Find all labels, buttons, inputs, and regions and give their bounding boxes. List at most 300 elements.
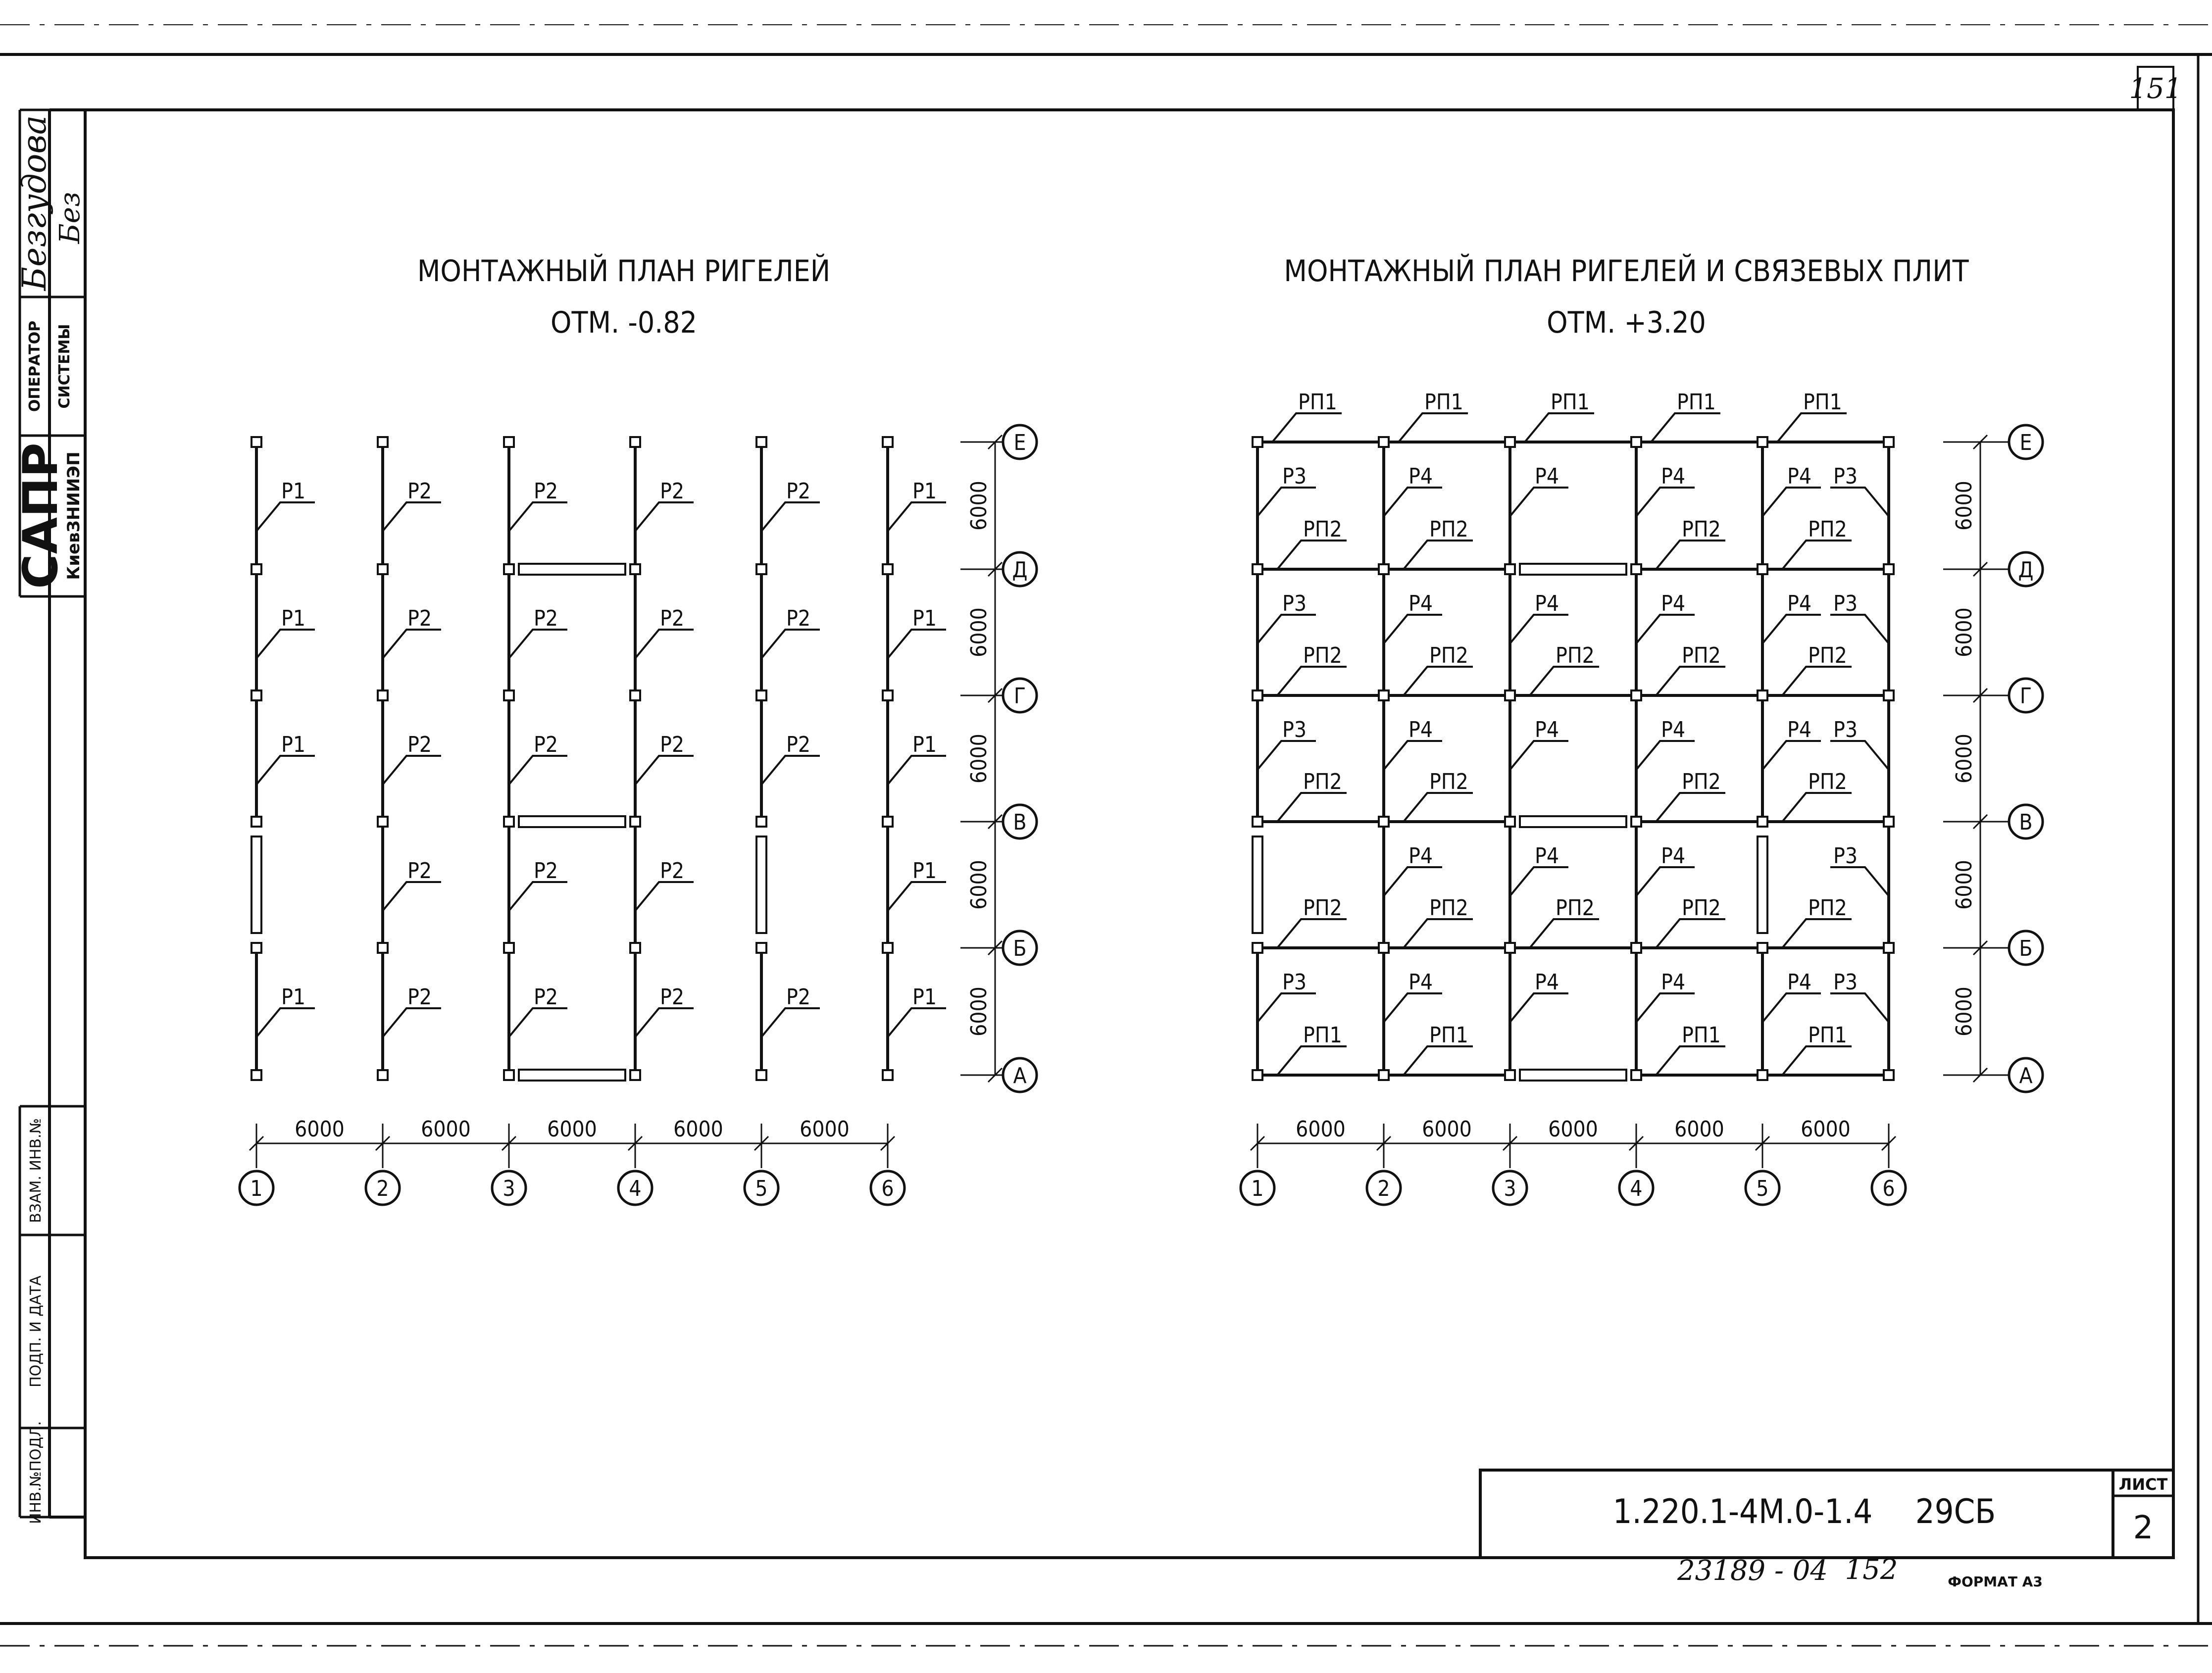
col-beam-leader [1830,488,1889,516]
column-node [504,690,514,700]
left-plan-title: МОНТАЖНЫЙ ПЛАН РИГЕЛЕЙ [417,254,831,289]
floor-beam-leader [1404,667,1473,695]
col-beam-leader [1510,488,1568,516]
span-dimension: 6000 [1952,607,1977,657]
beam-label-р1-leader [256,756,315,785]
beam-label-р2-leader [509,630,567,658]
span-dimension: 6000 [800,1117,850,1142]
floor-beam-leader [1404,793,1473,822]
axis-bubble-А: А [2019,1063,2033,1088]
column-node [1884,1070,1894,1080]
column-node [1631,817,1641,827]
col-beam-leader [1762,741,1821,770]
col-beam-leader [1830,741,1889,770]
column-node [1505,564,1515,574]
column-node [378,1070,388,1080]
column-node [630,437,640,447]
column-node [378,690,388,700]
stamp-name: Безгудова [15,115,53,291]
col-beam-label: Р4 [1787,464,1812,489]
beam-label-р2-leader [383,882,441,911]
beam-label-р1-leader [256,1008,315,1037]
column-node [1253,1070,1262,1080]
floor-beam-leader [1656,1046,1725,1075]
col-beam-label: Р4 [1408,717,1433,742]
floor-beam-leader [1782,541,1852,569]
beam-label-р2: Р2 [660,606,685,631]
floor-beam-label: РП1 [1808,1023,1847,1048]
axis-bubble-Д: Д [1012,557,1028,583]
beam-label-р2: Р2 [534,858,558,884]
beam-label-р1: Р1 [281,479,306,504]
column-node [504,564,514,574]
axis-bubble-3: 3 [1504,1176,1516,1201]
top-beam-label: РП1 [1424,390,1463,415]
floor-beam-label: РП2 [1303,517,1342,542]
axis-bubble-2: 2 [376,1176,389,1201]
span-dimension: 6000 [421,1117,471,1142]
col-beam-label: Р3 [1833,591,1858,616]
floor-beam-leader [1656,919,1725,948]
stamp-vzam: ВЗАМ. ИНВ.№ [27,1118,45,1223]
top-beam-leader [1399,413,1468,442]
col-beam-label: Р4 [1535,717,1559,742]
archive-page: 152 [1845,1554,1898,1586]
column-node [1631,437,1641,447]
floor-beam-leader [1404,541,1473,569]
beam-label-р1-leader [888,882,946,911]
col-beam-label: Р3 [1833,970,1858,995]
column-node [756,817,766,827]
beam-label-р1: Р1 [912,732,937,757]
floor-beam-label: РП2 [1808,769,1847,794]
beam-label-р2-leader [635,1008,694,1037]
archive-number: 23189 - 04 [1677,1555,1828,1587]
column-node [378,564,388,574]
column-node [1758,817,1767,827]
beam-label-р1: Р1 [912,479,937,504]
col-beam-label: Р3 [1282,970,1307,995]
floor-beam-label: РП2 [1303,769,1342,794]
col-beam-label: Р4 [1661,591,1686,616]
axis-bubble-Г: Г [2019,684,2032,709]
col-beam-label: Р3 [1833,717,1858,742]
column-node [1758,1070,1767,1080]
col-beam-label: Р4 [1661,970,1686,995]
floor-beam-label: РП2 [1682,517,1721,542]
beam-label-р1: Р1 [281,606,306,631]
axis-bubble-А: А [1013,1063,1027,1088]
beam-label-р1-leader [256,502,315,531]
column-node [1379,943,1389,953]
col-beam-label: Р3 [1282,464,1307,489]
col-beam-label: Р4 [1408,843,1433,869]
beam-label-р2-leader [761,502,820,531]
beam-label-р1: Р1 [912,858,937,884]
beam-label-р2: Р2 [786,732,811,757]
floor-beam-label: РП2 [1303,895,1342,921]
col-beam-leader [1636,488,1695,516]
floor-beam-leader [1277,1046,1347,1075]
axis-bubble-3: 3 [503,1176,515,1201]
span-dimension: 6000 [966,860,992,910]
floor-beam-leader [1404,1046,1473,1075]
col-beam-leader [1636,867,1695,896]
drawing-suffix: 29СБ [1915,1492,1996,1531]
sheet-label: ЛИСТ [2118,1475,2168,1494]
beam-label-р1: Р1 [281,984,306,1010]
column-node [1631,564,1641,574]
beam-label-р2: Р2 [660,732,685,757]
column-node [756,437,766,447]
column-node [756,690,766,700]
column-node [883,690,893,700]
span-dimension: 6000 [966,986,992,1036]
col-beam-leader [1257,615,1316,643]
span-dimension: 6000 [1801,1117,1851,1142]
format-label: ФОРМАТ А3 [1948,1574,2043,1590]
column-node [1631,690,1641,700]
col-beam-leader [1830,615,1889,643]
column-node [1631,1070,1641,1080]
floor-beam-leader [1656,793,1725,822]
stamp-inv: ИНВ.№ПОДЛ. [27,1421,45,1525]
beam-label-р2: Р2 [786,479,811,504]
column-node [1758,690,1767,700]
col-beam-leader [1636,993,1695,1022]
floor-beam-label: РП2 [1429,643,1468,668]
floor-beam-leader [1782,1046,1852,1075]
beam-label-р2-leader [635,502,694,531]
col-beam-leader [1257,488,1316,516]
infill-panel [251,836,261,933]
column-node [251,564,261,574]
column-node [1379,817,1389,827]
axis-bubble-Д: Д [2018,557,2034,583]
column-node [630,1070,640,1080]
tie-element [1520,564,1626,575]
floor-beam-leader [1782,919,1852,948]
floor-beam-leader [1277,793,1347,822]
column-node [1758,437,1767,447]
beam-label-р2-leader [635,630,694,658]
floor-beam-label: РП2 [1556,895,1595,921]
beam-label-р2: Р2 [407,984,432,1010]
floor-beam-label: РП1 [1303,1023,1342,1048]
span-dimension: 6000 [966,481,992,531]
col-beam-leader [1384,615,1442,643]
axis-bubble-1: 1 [1251,1176,1264,1201]
col-beam-leader [1762,488,1821,516]
column-node [1505,817,1515,827]
beam-label-р1-leader [256,630,315,658]
col-beam-leader [1384,867,1442,896]
floor-beam-leader [1530,667,1599,695]
col-beam-leader [1510,741,1568,770]
top-beam-leader [1651,413,1720,442]
column-node [1253,943,1262,953]
span-dimension: 6000 [1674,1117,1724,1142]
stamp-system: СИСТЕМЫ [56,324,73,409]
col-beam-label: Р4 [1535,843,1559,869]
beam-label-р2-leader [509,502,567,531]
col-beam-label: Р4 [1535,464,1559,489]
floor-beam-leader [1656,667,1725,695]
column-node [1505,437,1515,447]
beam-label-р2: Р2 [786,984,811,1010]
floor-beam-label: РП2 [1682,643,1721,668]
column-node [1884,817,1894,827]
beam-label-р2: Р2 [660,858,685,884]
column-node [504,817,514,827]
infill-panel [1253,836,1262,933]
column-node [251,437,261,447]
beam-label-р1: Р1 [281,732,306,757]
col-beam-leader [1384,741,1442,770]
column-node [251,817,261,827]
col-beam-label: Р4 [1408,591,1433,616]
beam-label-р2-leader [383,1008,441,1037]
span-dimension: 6000 [1952,860,1977,910]
floor-beam-leader [1782,793,1852,822]
column-node [1253,437,1262,447]
col-beam-label: Р3 [1282,591,1307,616]
col-beam-label: Р3 [1833,464,1858,489]
stamp-operator: ОПЕРАТОР [26,320,44,412]
top-beam-leader [1777,413,1847,442]
tie-element [1520,816,1626,827]
floor-beam-leader [1656,541,1725,569]
column-node [1379,564,1389,574]
stamp-signature: Без [54,192,86,244]
right-plan [1241,390,2043,1205]
span-dimension: 6000 [1296,1117,1346,1142]
col-beam-leader [1762,993,1821,1022]
col-beam-label: Р4 [1661,843,1686,869]
span-dimension: 6000 [966,734,992,784]
span-dimension: 6000 [1952,986,1977,1036]
column-node [504,437,514,447]
top-beam-label: РП1 [1551,390,1590,415]
beam-label-р2-leader [383,756,441,785]
col-beam-label: Р3 [1833,843,1858,869]
beam-label-р2: Р2 [660,984,685,1010]
infill-panel [1758,836,1767,933]
column-node [630,817,640,827]
tie-element [519,564,625,575]
col-beam-leader [1257,993,1316,1022]
beam-label-р1: Р1 [912,606,937,631]
column-node [1884,943,1894,953]
column-node [1253,817,1262,827]
floor-beam-label: РП2 [1808,643,1847,668]
beam-label-р2: Р2 [786,606,811,631]
col-beam-leader [1510,615,1568,643]
floor-beam-label: РП2 [1808,517,1847,542]
column-node [1631,943,1641,953]
axis-bubble-4: 4 [629,1176,642,1201]
column-node [1884,690,1894,700]
floor-beam-leader [1404,919,1473,948]
stamp-org: КиевЗНИИЭП [64,451,84,580]
beam-label-р1-leader [888,756,946,785]
span-dimension: 6000 [295,1117,345,1142]
column-node [1379,437,1389,447]
column-node [1253,564,1262,574]
column-node [378,817,388,827]
column-node [756,943,766,953]
axis-bubble-2: 2 [1377,1176,1390,1201]
axis-bubble-4: 4 [1630,1176,1643,1201]
axis-bubble-Б: Б [1013,936,1027,961]
beam-label-р2-leader [509,756,567,785]
col-beam-label: Р4 [1408,970,1433,995]
beam-label-р2: Р2 [534,732,558,757]
top-beam-leader [1525,413,1594,442]
floor-beam-leader [1277,667,1347,695]
span-dimension: 6000 [1548,1117,1598,1142]
floor-beam-leader [1277,541,1347,569]
left-plan-elevation: ОТМ. -0.82 [551,305,697,340]
column-node [630,943,640,953]
axis-bubble-Е: Е [2019,430,2032,455]
beam-label-р2-leader [761,756,820,785]
column-node [883,437,893,447]
left-plan [240,425,1037,1205]
span-dimension: 6000 [966,607,992,657]
col-beam-leader [1257,741,1316,770]
column-node [630,690,640,700]
col-beam-leader [1830,867,1889,896]
col-beam-label: Р4 [1408,464,1433,489]
tie-element [519,816,625,827]
top-beam-label: РП1 [1803,390,1842,415]
col-beam-leader [1384,993,1442,1022]
beam-label-р1: Р1 [912,984,937,1010]
right-plan-elevation: ОТМ. +3.20 [1547,305,1706,340]
floor-beam-label: РП1 [1682,1023,1721,1048]
span-dimension: 6000 [547,1117,597,1142]
beam-label-р2: Р2 [534,984,558,1010]
col-beam-leader [1636,741,1695,770]
floor-beam-leader [1782,667,1852,695]
floor-beam-label: РП2 [1429,769,1468,794]
column-node [1758,943,1767,953]
axis-bubble-6: 6 [881,1176,894,1201]
floor-beam-label: РП2 [1429,895,1468,921]
column-node [883,1070,893,1080]
axis-bubble-Г: Г [1013,684,1026,709]
column-node [630,564,640,574]
floor-beam-label: РП2 [1808,895,1847,921]
beam-label-р2-leader [761,1008,820,1037]
col-beam-label: Р4 [1787,717,1812,742]
span-dimension: 6000 [1952,481,1977,531]
axis-bubble-В: В [2019,810,2033,835]
sheet-number: 2 [2133,1510,2154,1546]
floor-beam-leader [1277,919,1347,948]
col-beam-leader [1384,488,1442,516]
col-beam-label: Р4 [1535,970,1559,995]
column-node [1379,690,1389,700]
column-node [1884,564,1894,574]
stamp-sapr: САПР [13,443,68,589]
beam-label-р2-leader [383,502,441,531]
beam-label-р2: Р2 [534,606,558,631]
col-beam-label: Р4 [1787,591,1812,616]
column-node [756,564,766,574]
floor-beam-label: РП2 [1303,643,1342,668]
column-node [1505,690,1515,700]
floor-beam-label: РП2 [1429,517,1468,542]
beam-label-р2: Р2 [407,606,432,631]
col-beam-leader [1830,993,1889,1022]
column-node [1505,1070,1515,1080]
axis-bubble-В: В [1013,810,1027,835]
tie-element [519,1070,625,1081]
column-node [1379,1070,1389,1080]
beam-label-р1-leader [888,502,946,531]
axis-bubble-Е: Е [1013,430,1026,455]
column-node [1884,437,1894,447]
column-node [1505,943,1515,953]
col-beam-label: Р3 [1282,717,1307,742]
top-beam-label: РП1 [1298,390,1337,415]
column-node [883,564,893,574]
beam-label-р2: Р2 [407,732,432,757]
col-beam-leader [1636,615,1695,643]
beam-label-р2: Р2 [534,479,558,504]
col-beam-label: Р4 [1787,970,1812,995]
col-beam-label: Р4 [1661,464,1686,489]
axis-bubble-5: 5 [755,1176,768,1201]
beam-label-р2-leader [383,630,441,658]
column-node [251,943,261,953]
column-node [251,690,261,700]
floor-beam-label: РП2 [1682,895,1721,921]
span-dimension: 6000 [673,1117,723,1142]
beam-label-р2: Р2 [660,479,685,504]
span-dimension: 6000 [1952,734,1977,784]
axis-bubble-Б: Б [2019,936,2033,961]
floor-beam-label: РП2 [1556,643,1595,668]
column-node [756,1070,766,1080]
right-plan-title: МОНТАЖНЫЙ ПЛАН РИГЕЛЕЙ И СВЯЗЕВЫХ ПЛИТ [1284,254,1969,289]
column-node [378,437,388,447]
column-node [1253,690,1262,700]
page-number: 151 [2129,73,2182,105]
axis-bubble-1: 1 [250,1176,263,1201]
top-beam-leader [1272,413,1342,442]
column-node [378,943,388,953]
stamp-podp: ПОДП. И ДАТА [27,1275,45,1388]
column-node [504,1070,514,1080]
beam-label-р2-leader [761,630,820,658]
tie-element [1520,1070,1626,1081]
floor-beam-label: РП2 [1682,769,1721,794]
col-beam-label: Р4 [1661,717,1686,742]
axis-bubble-6: 6 [1882,1176,1895,1201]
column-node [504,943,514,953]
axis-bubble-5: 5 [1756,1176,1769,1201]
span-dimension: 6000 [1422,1117,1472,1142]
column-node [1758,564,1767,574]
col-beam-label: Р4 [1535,591,1559,616]
beam-label-р2-leader [509,882,567,911]
top-beam-label: РП1 [1677,390,1716,415]
beam-label-р2-leader [509,1008,567,1037]
col-beam-leader [1762,615,1821,643]
